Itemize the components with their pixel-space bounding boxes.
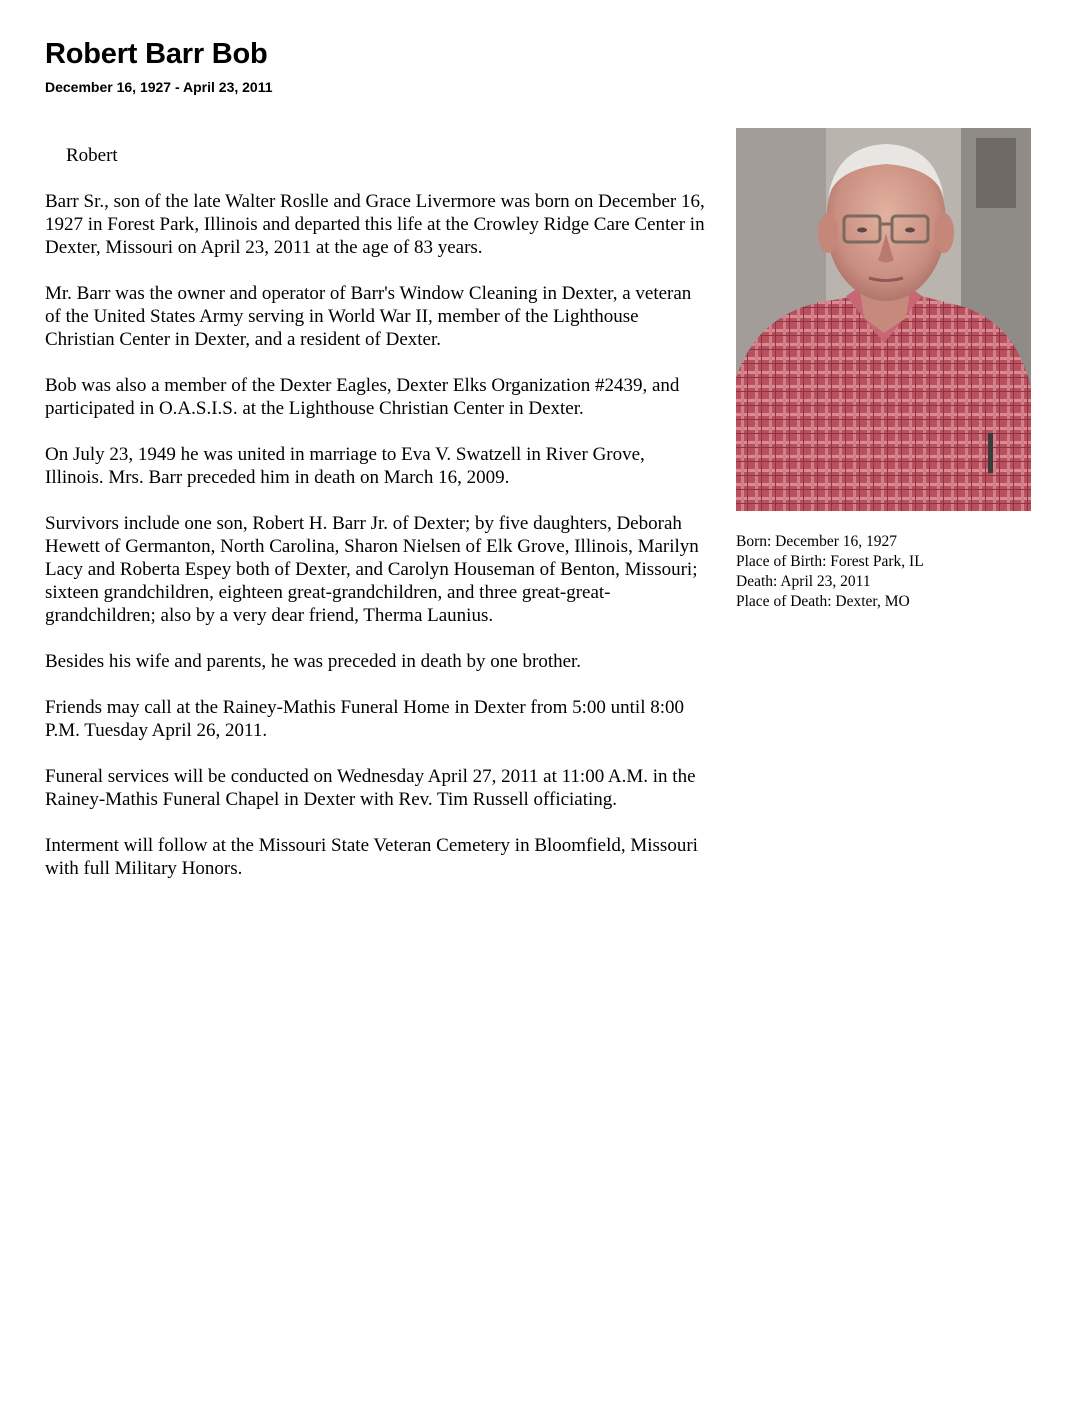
obituary-paragraph: Survivors include one son, Robert H. Barr Jr. of Dexter; by five daughters, Deborah Hewett of Germanton, North Carolina, Sharon Nielsen of Elk Grove, Illinois, Marilyn Lacy and Roberta Espey both of Dexter, and Carolyn Houseman of Benton, Missouri; sixteen grandchildren, eighteen great-grandchildren, and three great-great-grandchildren; also by a very dear friend, Therma Launius. <box>45 513 699 626</box>
birth-place: Place of Birth: Forest Park, IL <box>736 553 924 570</box>
death-date: Death: April 23, 2011 <box>736 573 871 590</box>
obituary-paragraph: Besides his wife and parents, he was preceded in death by one brother. <box>45 651 582 672</box>
obituary-paragraph: Friends may call at the Rainey-Mathis Funeral Home in Dexter from 5:00 until 8:00 P.M. Tuesday April 26, 2011. <box>45 697 685 741</box>
obituary-paragraph: On July 23, 1949 he was united in marriage to Eva V. Swatzell in River Grove, Illinois. Mrs. Barr preceded him in death on March 16, 2009. <box>45 444 645 488</box>
obituary-paragraph: Barr Sr., son of the late Walter Roslle and Grace Livermore was born on December 16, 1927 in Forest Park, Illinois and departed this life at the Crowley Ridge Care Center in Dexter, Missouri on April 23, 2011 at the age of 83 years. <box>45 191 705 258</box>
obituary-paragraph: Bob was also a member of the Dexter Eagles, Dexter Elks Organization #2439, and participated in O.A.S.I.S. at the Lighthouse Christian Center in Dexter. <box>45 375 680 419</box>
obituary-paragraph: Interment will follow at the Missouri State Veteran Cemetery in Bloomfield, Missouri with full Military Honors. <box>45 835 698 879</box>
obituary-paragraph: Funeral services will be conducted on Wednesday April 27, 2011 at 11:00 A.M. in the Rainey-Mathis Funeral Chapel in Dexter with Rev. Tim Russell officiating. <box>45 766 696 810</box>
born-date: Born: December 16, 1927 <box>736 533 897 550</box>
vital-statistics <box>736 532 1056 612</box>
life-dates: December 16, 1927 - April 23, 2011 <box>45 79 273 95</box>
obituary-text <box>45 144 705 903</box>
obituary-paragraph: Mr. Barr was the owner and operator of Barr's Window Cleaning in Dexter, a veteran of the United States Army serving in World War II, member of the Lighthouse Christian Center in Dexter, and a resident of Dexter. <box>45 283 692 350</box>
obituary-paragraph: Robert <box>66 145 118 166</box>
page-title: Robert Barr Bob <box>45 38 268 70</box>
portrait-photo <box>736 128 1031 511</box>
death-place: Place of Death: Dexter, MO <box>736 593 910 610</box>
